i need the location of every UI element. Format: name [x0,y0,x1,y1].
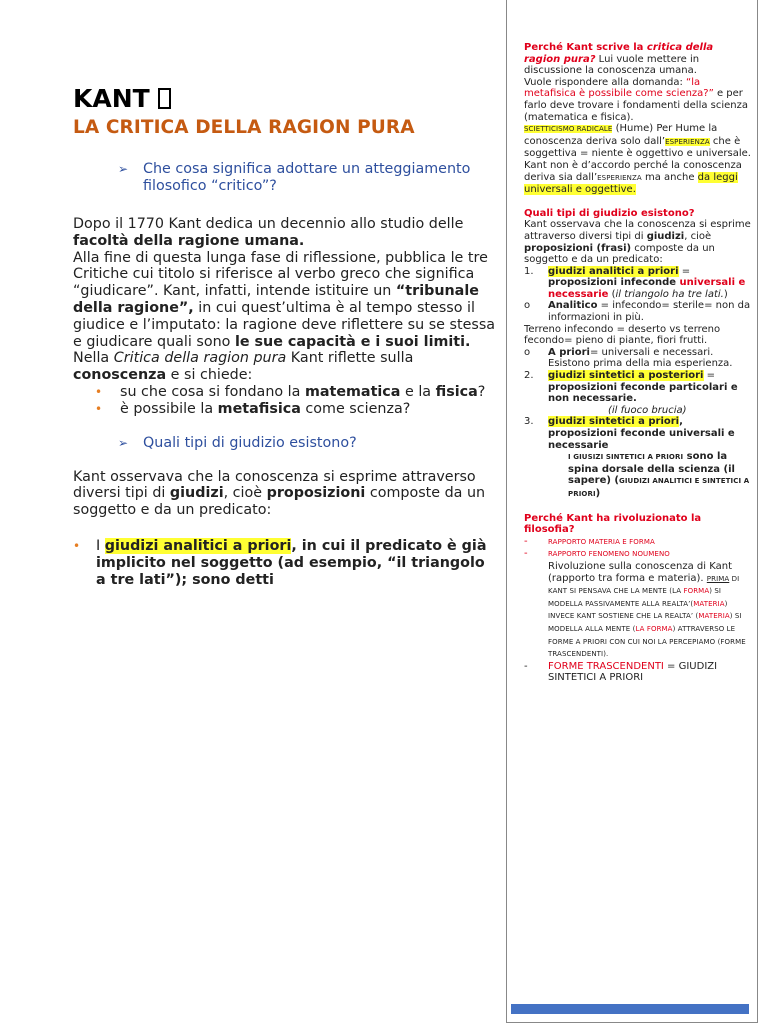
note-list-item: - RAPPORTO FENOMENO NOUMENO [524,548,670,560]
note-list-item: - RAPPORTO MATERIA E FORMA [524,535,655,547]
question-text: Quali tipi di giudizio esistono? [143,434,357,451]
notes-sidebar [506,0,758,1023]
footer-bar [511,1004,749,1014]
list-item: • su che cosa si fondano la matematica e la fisica? [95,383,486,400]
title-text: KANT [73,84,150,113]
arrow-bullet-icon: ➢ [118,162,129,176]
question-heading-critico [73,161,498,195]
note-list-item: 3. giudizi sintetici a priori, proposizioni feconde universali e necessarie [524,416,735,451]
note-spina-dorsale: I GIUSIZI SINTETICI A PRIORI sono la spina dorsale della scienza (il sapere) (GIUDIZI ANALITICI E SINTETICI A PRIORI) [568,451,750,499]
notes-content [524,42,752,684]
list-item: • è possibile la metafisica come scienza? [95,400,411,417]
bullet-icon: • [95,384,103,399]
note-list-item: 2. giudizi sintetici a posteriori = proposizioni feconde particolari e non necessarie. (il fuoco brucia) [524,370,738,416]
arrow-bullet-icon: ➢ [118,435,129,450]
note-list-item: o Analitico = infecondo= sterile= non da informazioni in più. [524,300,751,324]
question-text: Che cosa significa adottare un atteggiamento filosofico “critico”? [143,161,471,194]
note-list-item: - FORME TRASCENDENTI = GIUDIZI SINTETICI A PRIORI [524,660,718,684]
intro-paragraph: Dopo il 1770 Kant dedica un decennio allo studio delle facoltà della ragione umana. Alla fine di questa lunga fase di riflessione, pubblica le tre Critiche cui titolo si riferisce al verbo greco che significa “giudicare”. Kant, infatti, intende istituire un “tribunale della ragione”, in cui quest’ultima è al tempo stesso il giudice e l’imputato: la ragione deve riflettere su se stessa e giudicare quali sono le sue capacità e i suoi limiti. Nella Critica della ragion pura Kant riflette sulla conoscenza e si chiede: [73,216,496,384]
missing-glyph-box-icon [158,88,171,109]
judgments-paragraph: Kant osservava che la conoscenza si esprime attraverso diversi tipi di giudizi, cioè proposizioni composte da un soggetto e da un predicato: [73,468,486,519]
note-block-judgment-types: Quali tipi di giudizio esistono? Kant osservava che la conoscenza si esprime attraverso diversi tipi di giudizi, cioè proposizioni (frasi) composte da un soggetto e da un predicato: [524,207,751,266]
question-heading-giudizi [73,435,498,452]
note-block-why-critique: Perché Kant scrive la critica della ragion pura? Lui vuole mettere in discussione la conoscenza umana. Vuole rispondere alla domanda: “la metafisica è possibile come scienza?” e per farlo deve trovare i fondamenti della scienza (matematica e fisica). SCIETTICISMO RADICALE (Hume) Per Hume la conoscenza deriva solo dall’ESPERIENZA che è soggettiva = niente è oggettivo e universale. Kant non è d’accordo perché la conoscenza deriva sia dall’ESPERIENZA ma anche da leggi universali e oggettive. [524,42,751,196]
note-revolution-text: Rivoluzione sulla conoscenza di Kant (rapporto tra forma e materia). PRIMA DI KANT SI PENSAVA CHE LA MENTE (LA FORMA) SI MODELLA PASSIVAMENTE ALLA REALTA’(MATERIA) INVECE KANT SOSTIENE CHE LA REALTA’ (MATERIA) SI MODELLA ALLA MENTE (LA FORMA) ATTRAVERSO LE FORME A PRIORI CON CUI NOI LA PERCEPIAMO (FORME TRASCENDENTI). [548,560,746,659]
note-list-item: o A priori= universali e necessari. Esistono prima della mia esperienza. [524,346,733,370]
bullet-icon: • [95,401,103,416]
page-title [73,84,498,114]
note-block-revolution: Perché Kant ha rivoluzionato la filosofia? [524,512,702,536]
page-subtitle: LA CRITICA DELLA RAGION PURA [73,117,415,138]
list-item: • I giudizi analitici a priori, in cui il predicato è già implicito nel soggetto (ad esempio, “il triangolo a tre lati”); sono detti [73,537,487,588]
kant-questions-list [73,384,498,418]
note-list-item: 1. giudizi analitici a priori = proposizioni infeconde universali e necessarie (il triangolo ha tre lati.) [524,265,746,300]
bullet-icon: • [73,538,81,553]
judgment-types-list [73,538,498,588]
main-column [73,84,498,588]
note-line-terreno: Terreno infecondo = deserto vs terreno fecondo= pieno di piante, fiori frutti. [524,323,721,347]
